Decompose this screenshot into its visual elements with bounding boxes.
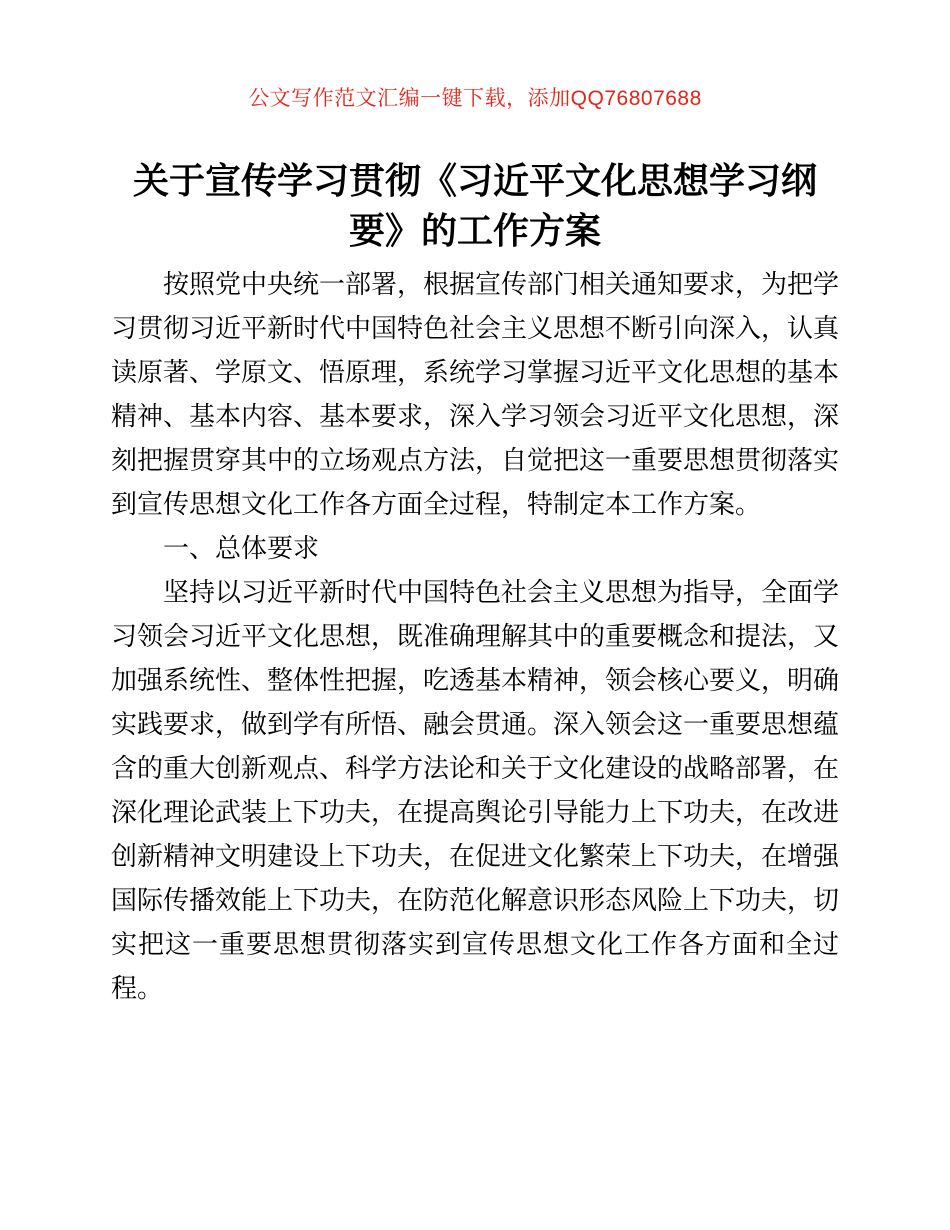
section-heading-overall-requirements: 一、总体要求: [163, 533, 320, 563]
paragraph-overall-requirements: 坚持以习近平新时代中国特色社会主义思想为指导，全面学习领会习近平文化思想，既准确理解其中的重要概念和提法，又加强系统性、整体性把握，吃透基本精神，领会核心要义，明确实践要求，做到学有所悟、融会贯通。深入领会这一重要思想蕴含的重大创新观点、科学方法论和关于文化建设的战略部署，在深化理论武装上下功夫，在提高舆论引导能力上下功夫，在改进创新精神文明建设上下功夫，在促进文化繁荣上下功夫，在增强国际传播效能上下功夫，在防范化解意识形态风险上下功夫，切实把这一重要思想贯彻落实到宣传思想文化工作各方面和全过程。: [111, 577, 840, 1003]
header-promo-notice: 公文写作范文汇编一键下载，添加QQ76807688: [248, 87, 702, 110]
document-body: [111, 262, 839, 1010]
document-title: 关于宣传学习贯彻《习近平文化思想学习纲要》的工作方案: [132, 160, 817, 251]
paragraph-intro: 按照党中央统一部署，根据宣传部门相关通知要求，为把学习贯彻习近平新时代中国特色社会主义思想不断引向深入，认真读原著、学原文、悟原理，系统学习掌握习近平文化思想的基本精神、基本内容、基本要求，深入学习领会习近平文化思想，深刻把握贯穿其中的立场观点方法，自觉把这一重要思想贯彻落实到宣传思想文化工作各方面全过程，特制定本工作方案。: [111, 269, 840, 519]
